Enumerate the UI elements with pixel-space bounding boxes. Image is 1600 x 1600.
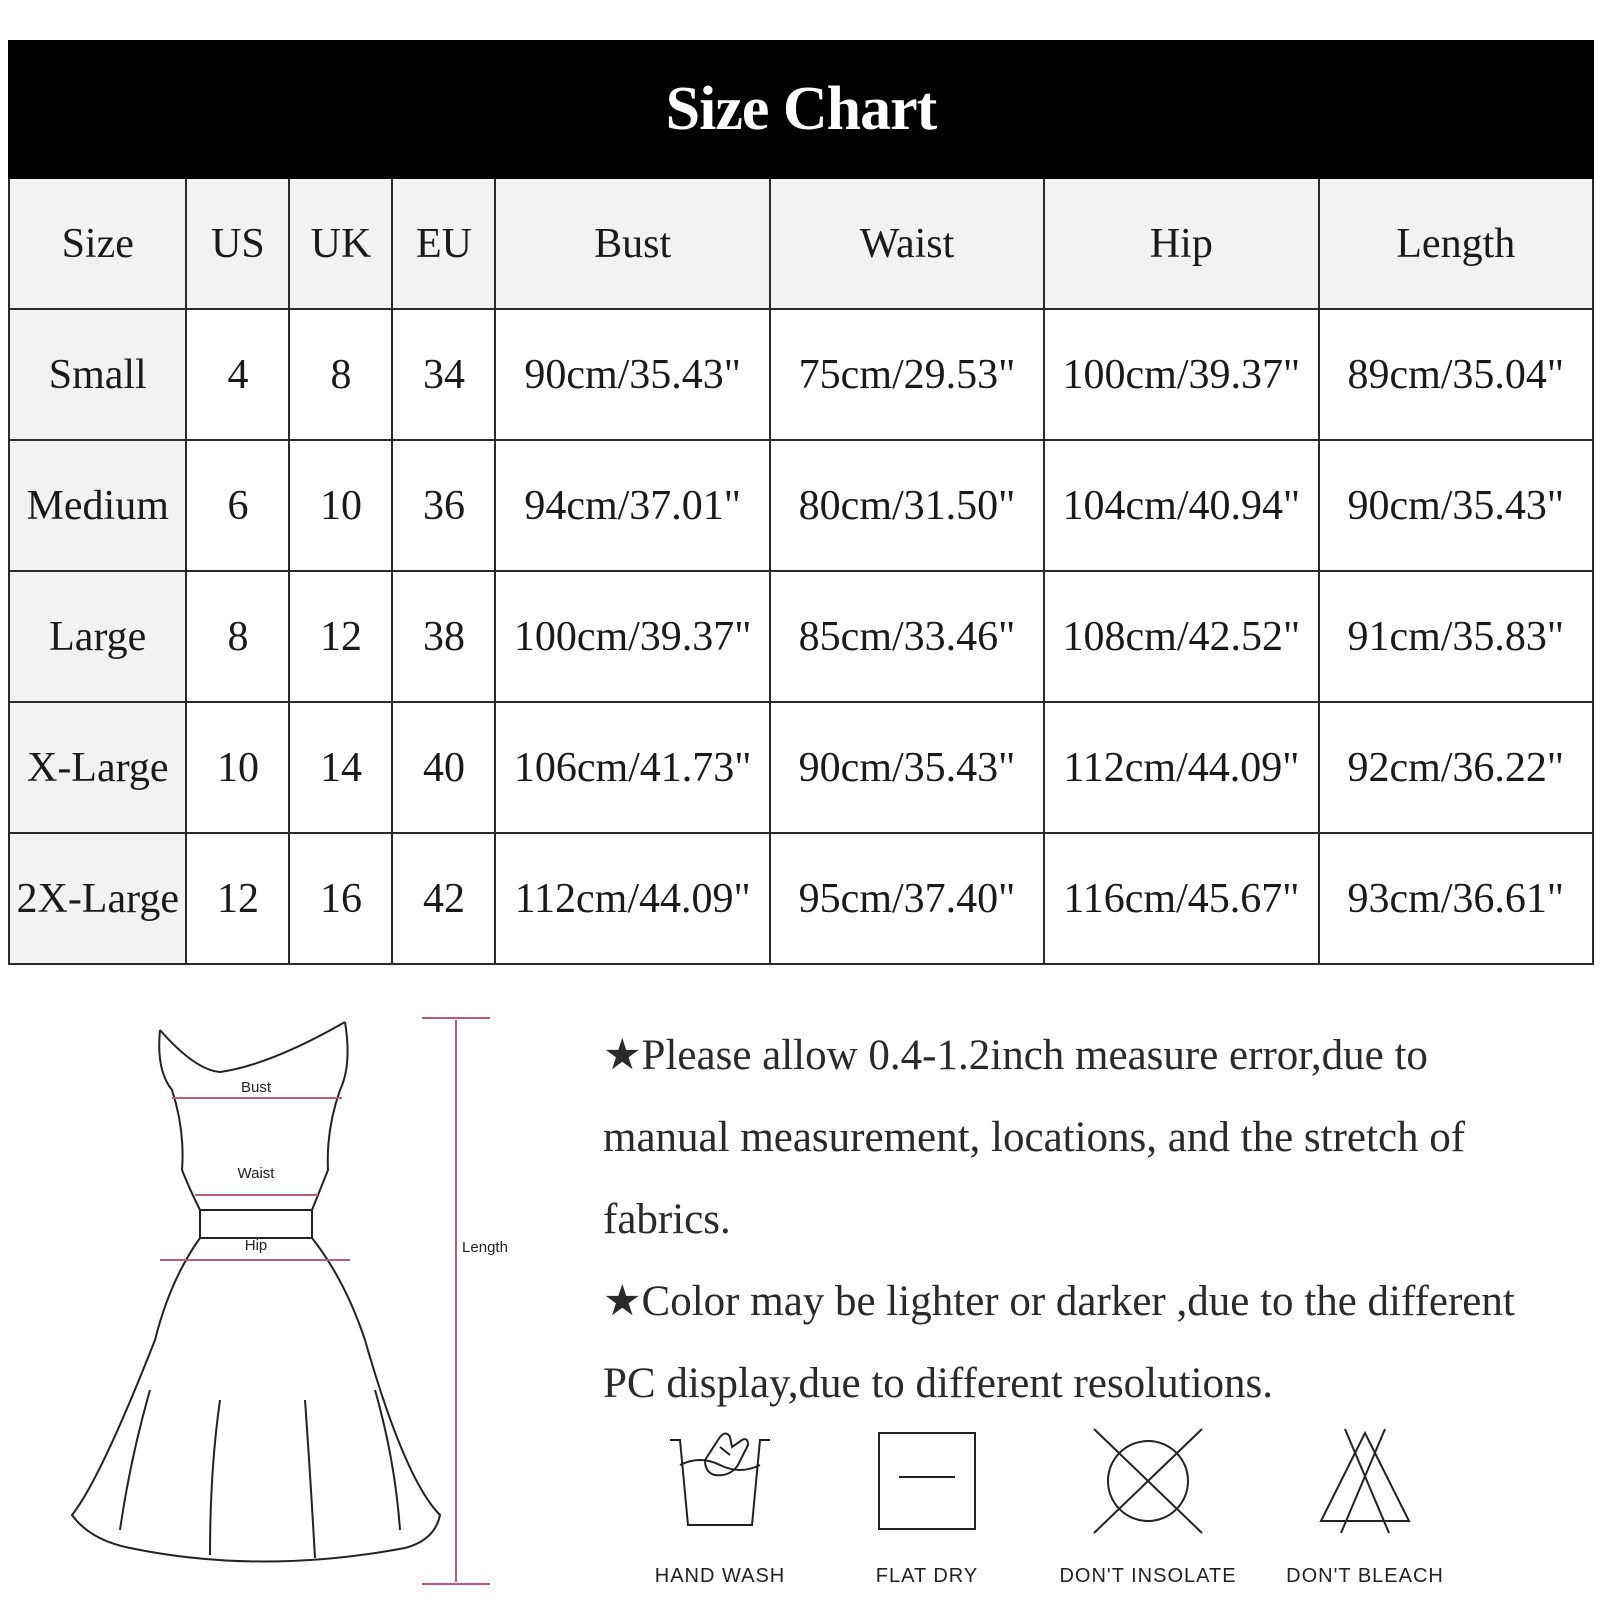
cell-uk: 12 [289,571,392,702]
waist-label: Waist [237,1165,275,1182]
size-chart-title: Size Chart [9,41,1593,178]
header-length: Length [1319,178,1593,309]
table-row [9,833,1593,964]
table-row [9,702,1593,833]
skirt-fold [305,1400,315,1558]
hip-label: Hip [244,1237,268,1254]
care-instructions [620,1425,1580,1600]
dont-insolate-icon [1088,1425,1208,1535]
notes-section [603,1015,1563,1425]
cell-hip: 112cm/44.09" [1044,702,1318,833]
cell-eu: 36 [392,440,495,571]
waistband-outline [200,1210,312,1238]
care-hand-wash [620,1425,820,1588]
care-flat-dry [827,1425,1027,1588]
table-row [9,440,1593,571]
cell-eu: 42 [392,833,495,964]
cell-size: X-Large [9,702,186,833]
cell-bust: 100cm/39.37" [495,571,769,702]
hand-wash-label: HAND WASH [654,1565,786,1587]
dont-bleach-label: DON'T BLEACH [1286,1565,1444,1587]
header-bust: Bust [495,178,769,309]
header-eu: EU [392,178,495,309]
cell-length: 93cm/36.61" [1319,833,1593,964]
table-row [9,571,1593,702]
skirt-outline [72,1238,440,1562]
cell-waist: 75cm/29.53" [770,309,1044,440]
skirt-fold [120,1390,150,1530]
header-waist: Waist [770,178,1044,309]
dont-bleach-icon [1305,1425,1425,1535]
cell-length: 91cm/35.83" [1319,571,1593,702]
care-dont-bleach [1265,1425,1465,1588]
cell-size: Small [9,309,186,440]
table-header-row [9,178,1593,309]
cell-uk: 16 [289,833,392,964]
cell-waist: 80cm/31.50" [770,440,1044,571]
cell-bust: 94cm/37.01" [495,440,769,571]
cell-hip: 104cm/40.94" [1044,440,1318,571]
cell-eu: 40 [392,702,495,833]
cell-length: 92cm/36.22" [1319,702,1593,833]
cell-hip: 116cm/45.67" [1044,833,1318,964]
cell-us: 12 [186,833,289,964]
cell-bust: 90cm/35.43" [495,309,769,440]
cell-bust: 112cm/44.09" [495,833,769,964]
cell-length: 89cm/35.04" [1319,309,1593,440]
cell-us: 10 [186,702,289,833]
hand-wash-icon [660,1425,780,1535]
note-color-variance: ★Color may be lighter or darker ,due to the different PC display,due to different resolutions. [603,1278,1515,1407]
care-dont-insolate [1048,1425,1248,1588]
cell-uk: 8 [289,309,392,440]
cell-size: Large [9,571,186,702]
cell-us: 8 [186,571,289,702]
bust-label: Bust [240,1079,272,1096]
cell-size: 2X-Large [9,833,186,964]
dress-measurement-diagram [60,1010,540,1590]
cell-us: 4 [186,309,289,440]
skirt-fold [210,1400,220,1555]
cell-eu: 34 [392,309,495,440]
cell-bust: 106cm/41.73" [495,702,769,833]
header-uk: UK [289,178,392,309]
table-row [9,309,1593,440]
cell-hip: 100cm/39.37" [1044,309,1318,440]
cell-eu: 38 [392,571,495,702]
left-armhole-outline [159,1030,200,1210]
flat-dry-label: FLAT DRY [875,1565,979,1587]
right-armhole-outline [312,1022,348,1210]
cell-size: Medium [9,440,186,571]
cell-waist: 95cm/37.40" [770,833,1044,964]
cell-length: 90cm/35.43" [1319,440,1593,571]
note-measure-error: ★Please allow 0.4-1.2inch measure error,due to manual measurement, locations, and the stretch of fabrics. [603,1032,1466,1243]
cell-waist: 85cm/33.46" [770,571,1044,702]
length-label: Length [462,1239,508,1256]
header-us: US [186,178,289,309]
dont-insolate-label: DON'T INSOLATE [1059,1565,1237,1587]
cell-uk: 10 [289,440,392,571]
cell-us: 6 [186,440,289,571]
neckline-outline [160,1022,345,1072]
header-size: Size [9,178,186,309]
cell-uk: 14 [289,702,392,833]
size-chart-table [8,40,1594,965]
header-hip: Hip [1044,178,1318,309]
cell-hip: 108cm/42.52" [1044,571,1318,702]
cell-waist: 90cm/35.43" [770,702,1044,833]
flat-dry-icon [867,1425,987,1535]
